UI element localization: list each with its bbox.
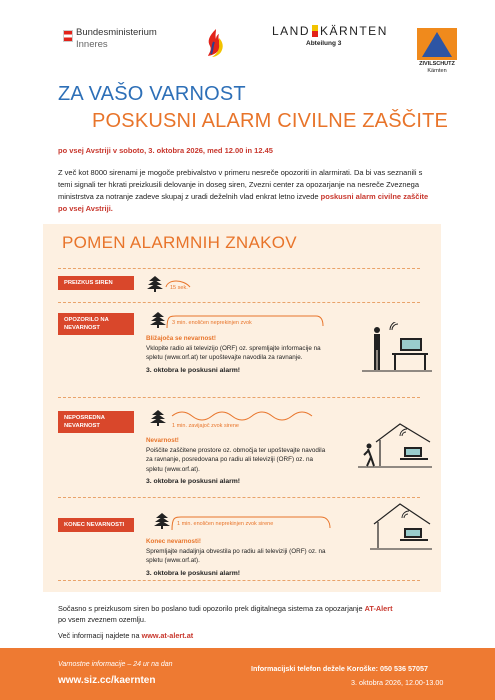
separator: [58, 580, 420, 581]
signal-badge: OPOZORILO NA NEVARNOST: [58, 313, 134, 335]
siren-icon: [148, 312, 168, 328]
info-bold: 3. oktobra le poskusni alarm!: [146, 366, 241, 374]
separator: [58, 302, 420, 303]
info-text: Poiščite zaščitene prostore oz. območja ter upoštevajte navodila za ravnanje, posredovana po radiu ali televiziji (ORF) oz. na spletu (www.orf.at).: [146, 446, 326, 473]
at-alert-link[interactable]: AT-Alert: [364, 604, 393, 613]
panel-title: POMEN ALARMNIH ZNAKOV: [62, 233, 297, 252]
more-text: Več informacij najdete na: [58, 631, 140, 640]
kaernten-label: KÄRNTEN: [320, 24, 388, 38]
outro-text2: po vsem zveznem ozemlju.: [58, 615, 147, 624]
ministry-name: Bundesministerium: [76, 27, 157, 38]
signal-info: [146, 537, 331, 578]
page-title: ZA VAŠO VARNOST: [58, 83, 246, 105]
info-title: Konec nevarnosti!: [146, 538, 201, 545]
dateline: po vsej Avstriji v soboto, 3. oktobra 2026, med 12.00 in 12.45: [58, 146, 273, 155]
info-bold: 3. oktobra le poskusni alarm!: [146, 569, 241, 577]
separator: [58, 397, 420, 398]
flame-emblem-icon: [205, 28, 227, 58]
siren-icon: [152, 513, 172, 529]
page-subtitle: POSKUSNI ALARM CIVILNE ZAŠČITE: [92, 110, 449, 132]
signal-info: [146, 334, 331, 375]
intro-paragraph: [58, 167, 438, 215]
footer-bar: [0, 648, 495, 700]
footer-date: 3. oktobra 2026, 12.00-13.00: [351, 678, 444, 687]
signal-info: [146, 436, 331, 487]
footer-tagline: Varnostne informacije – 24 ur na dan: [58, 661, 173, 668]
wave-label: 1 min. zavijajoč zvok sirene: [172, 423, 239, 429]
austrian-flag-icon: [63, 30, 73, 42]
info-bold: 3. oktobra le poskusni alarm!: [146, 478, 241, 485]
siren-icon: [145, 276, 165, 292]
info-title: Bližajoča se nevarnost!: [146, 335, 216, 342]
footer-phone: Informacijski telefon dežele Koroške: 050 536 57057: [251, 664, 428, 673]
department-label: Abteilung 3: [306, 40, 342, 47]
wave-label: 1 min. enoličen neprekinjen zvok sirene: [177, 521, 274, 527]
house-icon: [370, 502, 432, 552]
wave-label: 15 sek.: [170, 285, 188, 291]
signal-badge: KONEC NEVARNOSTI: [58, 518, 134, 532]
info-text: Vklopite radio ali televizijo (ORF) oz. spremljajte informacije na spletu (www.orf.at) ter upoštevajte navodila za ravnanje.: [146, 344, 321, 361]
separator: [58, 268, 420, 269]
signal-waveform: [170, 408, 330, 422]
ministry-sub: Inneres: [76, 39, 108, 50]
person-entering-house-icon: [358, 422, 432, 472]
at-alert-url-link[interactable]: www.at-alert.at: [141, 631, 194, 640]
info-text: Spremljajte nadaljnja obvestila po radiu ali televiziji (ORF) oz. na spletu (www.orf.at).: [146, 547, 326, 564]
footer-url-link[interactable]: www.siz.cc/kaernten: [58, 675, 156, 686]
siren-icon: [148, 410, 168, 426]
separator: [58, 497, 420, 498]
land-kaernten-logo: [272, 24, 388, 38]
outro-paragraph: [58, 603, 448, 625]
zivilschutz-logo-text: [414, 61, 460, 75]
ministry-logo: [76, 27, 157, 51]
person-watching-tv-icon: [362, 322, 432, 374]
carinthia-flag-icon: [312, 25, 318, 37]
intro-highlight: poskusni alarm civilne zaščite po vsej Avstriji.: [58, 192, 429, 213]
signal-badge: PREIZKUS SIREN: [58, 276, 134, 290]
land-label: LAND: [272, 24, 311, 38]
wave-label: 3 min. enoličen neprekinjen zvok: [172, 320, 252, 326]
zs-line1: ZIVILSCHUTZ: [419, 61, 455, 67]
zs-line2: Kärnten: [427, 68, 447, 74]
civil-protection-triangle-icon: [417, 28, 457, 60]
outro-text: Sočasno s preizkusom siren bo poslano tudi opozorilo prek digitalnega sistema za opozarjanje: [58, 604, 363, 613]
info-title: Nevarnost!: [146, 437, 179, 444]
intro-text: Z več kot 8000 sirenami je mogoče prebivalstvo v primeru nesreče opozoriti in alarmirati. Da bi vas seznanili s temi signali ter hkrati preizkusili delovanje in doseg siren, Zvezni center za opozarjanje na nesreče Zveznega ministrstva za notranje zadeve skupaj z uradi deželnih vlad enkrat letno izvede: [58, 168, 423, 201]
more-info: [58, 631, 193, 640]
signal-badge: NEPOSREDNA NEVARNOST: [58, 411, 134, 433]
